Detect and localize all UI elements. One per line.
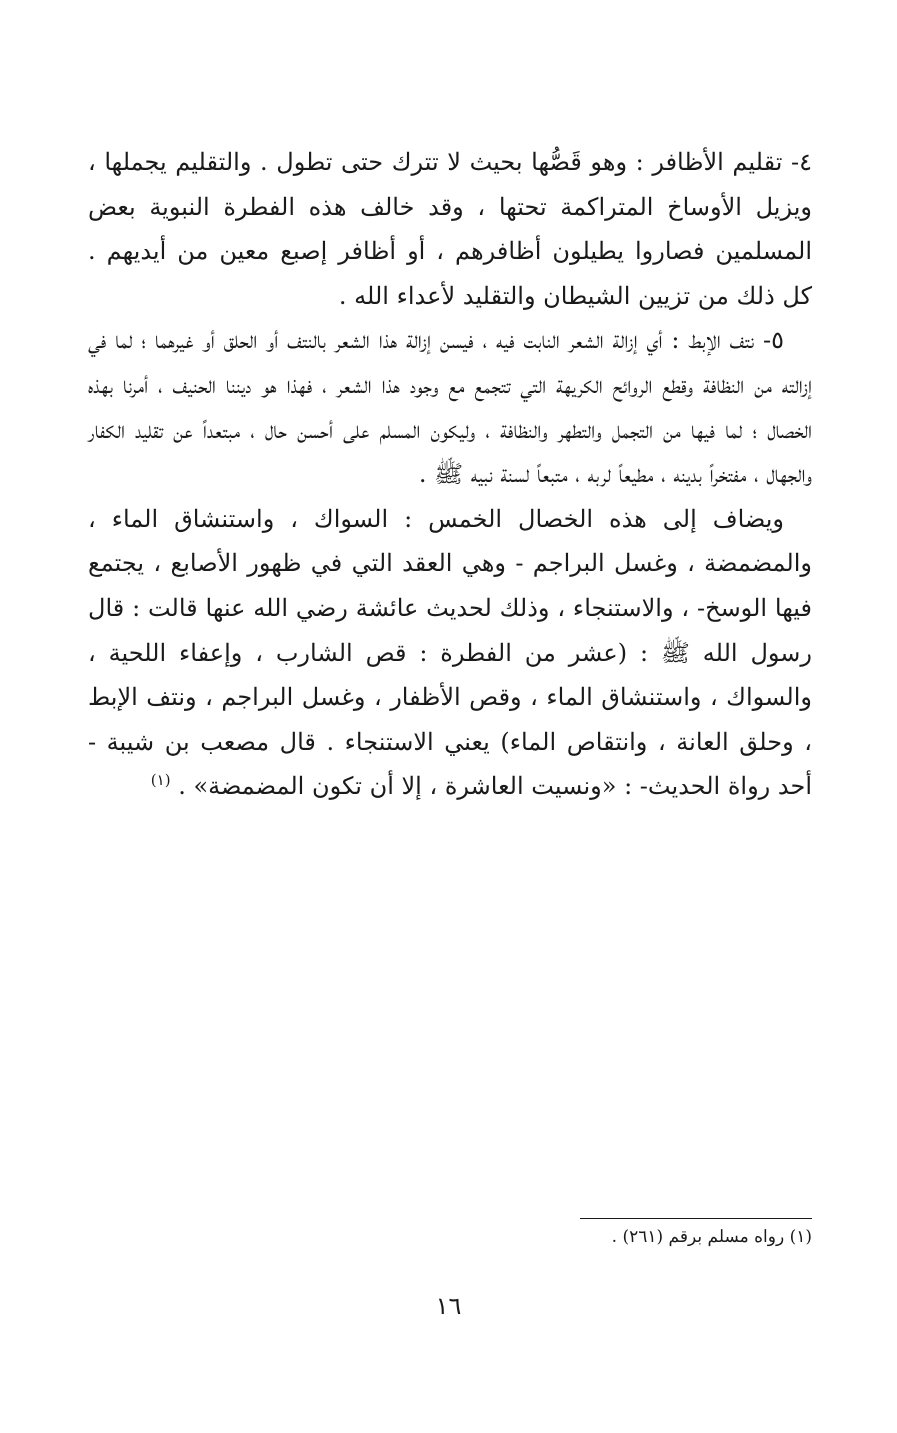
paragraph-armpit-plucking: ٥- نتف الإبط : أي إزالة الشعر النابت فيه ، فيسن إزالة هذا الشعر بالنتف أو الحلق أو غيرهما ؛ لما في إزالته من النظافة وقطع الروائح الكريهة التي تتجمع مع وجود هذا الشعر ، فهذا هو ديننا الحنيف ، أمرنا بهذه الخصال ؛ لما فيها من التجمل والتطهر والنظافة ، وليكون المسلم على أحسن حال ، مبتعداً عن تقليد الكفار والجهال ، مفتخراً بدينه ، مطيعاً لربه ، متبعاً لسنة نبيه ﷺ . (88, 326, 813, 489)
main-text (88, 140, 812, 809)
footnote-reference: (١) (150, 771, 171, 790)
paragraph-nail-trimming: ٤- تقليم الأظافر : وهو قَصُّها بحيث لا تترك حتى تطول . والتقليم يجملها ، ويزيل الأوساخ المتراكمة تحتها ، وقد خالف هذه الفطرة النبوية بعض المسلمين فصاروا يطيلون أظافرهم ، أو أظافر إصبع معين من أيديهم . كل ذلك من تزيين الشيطان والتقليد لأعداء الله . (88, 148, 812, 310)
footnote: (١) رواه مسلم برقم (٢٦١) . (611, 1227, 812, 1247)
footnote-divider (580, 1218, 812, 1219)
page-number: ١٦ (435, 1292, 462, 1320)
paragraph-additional-traits-text: ويضاف إلى هذه الخصال الخمس : السواك ، واستنشاق الماء ، والمضمضة ، وغسل البراجم - وهي العقد التي في ظهور الأصابع ، يجتمع فيها الوسخ- ، والاستنجاء ، وذلك لحديث عائشة رضي الله عنها قالت : قال رسول الله ﷺ : (عشر من الفطرة : قص الشارب ، وإعفاء اللحية ، والسواك ، واستنشاق الماء ، وقص الأظفار ، وغسل البراجم ، ونتف الإبط ، وحلق العانة ، وانتقاص الماء) يعني الاستنجاء . قال مصعب بن شيبة - أحد رواة الحديث- : «ونسيت العاشرة ، إلا أن تكون المضمضة» . (88, 504, 812, 801)
paragraph-additional-traits (88, 497, 812, 809)
